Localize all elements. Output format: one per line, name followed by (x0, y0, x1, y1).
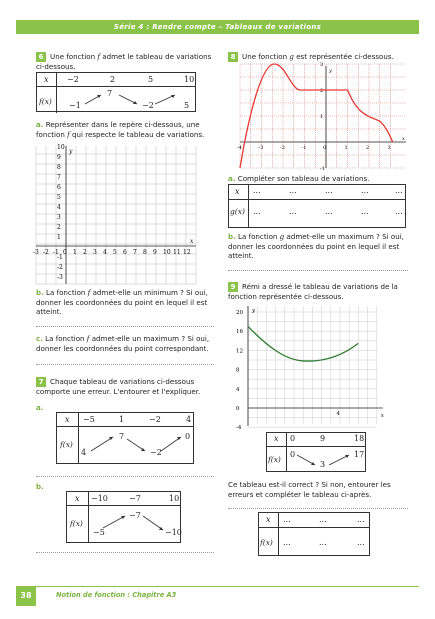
svg-text:-2: -2 (280, 145, 285, 151)
y-tick-label: 3 (57, 214, 61, 221)
ex8-question-b: b. La fonction g admet-elle un maximum ? Si oui, donner les coordonnées du point en lequel il est atteint. (228, 232, 404, 260)
svg-text:0: 0 (236, 406, 240, 412)
y-tick-label: 5 (57, 194, 61, 201)
svg-text:x: x (380, 413, 384, 419)
ex8-variation-table: x g(x) ... ... ... ... ... ... ... ... ... ... (228, 184, 406, 228)
y-tick-label: -3 (57, 274, 63, 281)
x-tick-label: 9 (153, 249, 157, 256)
svg-text:-1: -1 (320, 166, 325, 172)
ex6-variation-table: x f(x) −2 2 5 10 −1 7 −2 5 (36, 72, 196, 112)
ex8-graph (230, 64, 408, 170)
ex6-question-b: b. La fonction f admet-elle un minimum ? Si oui, donner les coordonnées du point en lequel il est atteint. (36, 288, 208, 316)
answer-line[interactable] (228, 270, 408, 271)
ex6-grid (33, 144, 196, 284)
x-tick-label: -1 (53, 249, 59, 256)
y-tick-label: -2 (57, 264, 63, 271)
svg-text:x: x (402, 136, 405, 142)
svg-text:8: 8 (236, 367, 240, 374)
answer-line[interactable] (36, 476, 214, 477)
ex7-number: 7 (36, 377, 46, 387)
svg-text:1: 1 (320, 114, 324, 120)
x-tick-label: 5 (113, 249, 117, 256)
x-tick-label: 3 (93, 249, 97, 256)
ex7-a-label: a. (36, 403, 44, 412)
svg-text:y: y (69, 148, 73, 155)
ex9-intro: 9 Rémi a dressé le tableau de variations de la fonction représentée ci-dessous. (228, 282, 398, 301)
x-tick-label: 12 (183, 249, 191, 256)
x-tick-label: 11 (173, 249, 181, 256)
svg-text:4: 4 (336, 411, 340, 417)
y-tick-label: 9 (57, 154, 61, 161)
ex8-question-a: a. Compléter son tableau de variations. (228, 174, 370, 183)
y-tick-label: 6 (57, 184, 61, 191)
y-tick-label: 1 (57, 234, 61, 241)
ex7-b-label: b. (36, 482, 44, 491)
y-tick-label: 2 (57, 224, 61, 231)
svg-text:-4: -4 (237, 145, 242, 151)
x-tick-label: 4 (103, 249, 107, 256)
x-tick-label: 6 (123, 249, 127, 256)
svg-text:16: 16 (236, 329, 243, 336)
y-tick-label: 7 (57, 174, 61, 181)
fx-label: f(x) (39, 97, 52, 106)
svg-text:0: 0 (323, 145, 327, 151)
answer-line[interactable] (36, 364, 214, 365)
x-tick-label: 8 (143, 249, 147, 256)
x-tick-label: 7 (133, 249, 137, 256)
svg-text:y: y (252, 308, 256, 314)
x-tick-label: 10 (163, 249, 171, 256)
svg-text:x: x (190, 238, 194, 245)
ex9-blank-table: x f(x) ... ... ... ... ... ... (258, 512, 370, 556)
y-tick-label: 10 (57, 144, 65, 151)
ex6-number: 6 (36, 52, 46, 62)
svg-text:-1: -1 (301, 145, 307, 151)
y-tick-label: 8 (57, 164, 61, 171)
x-tick-label: 1 (73, 249, 77, 256)
ex6-question-c: c. La fonction f admet-elle un maximum ? Si oui, donner les coordonnées du point correspondant. (36, 334, 210, 353)
ex6-arrows (37, 73, 197, 113)
x-label: x (44, 75, 49, 84)
ex7-table-b: x f(x) −10 −7 10 −5 −7 −10 (66, 491, 181, 543)
x-tick-label: -3 (33, 249, 39, 256)
svg-text:2: 2 (366, 145, 370, 151)
x-tick-label: 2 (83, 249, 87, 256)
page-number: 38 (16, 586, 36, 606)
ex7-intro: 7 Chaque tableau de variations ci-dessous comporte une erreur. L'entourer et l'expliquer. (36, 377, 201, 396)
svg-text:-4: -4 (236, 425, 242, 432)
y-tick-label: -1 (57, 254, 63, 261)
chapter-title: Notion de fonction : Chapitre A3 (56, 591, 177, 599)
svg-text:-3: -3 (258, 145, 264, 151)
x-tick-label: 0 (63, 249, 67, 256)
answer-line[interactable] (36, 326, 214, 327)
ex7-table-a: x f(x) −5 1 −2 4 4 7 −2 0 (56, 412, 194, 464)
svg-text:12: 12 (236, 348, 243, 355)
y-tick-label: 4 (57, 204, 61, 211)
x-tick-label: -2 (43, 249, 49, 256)
svg-text:20: 20 (236, 310, 243, 316)
svg-text:2: 2 (320, 88, 324, 94)
ex8-intro: 8 Une fonction g est représentée ci-dessous. (228, 52, 408, 62)
ex9-question: Ce tableau est-il correct ? Si non, entourer les erreurs et compléter le tableau ci-après. (228, 480, 391, 499)
ex8-number: 8 (228, 52, 238, 62)
ex9-variation-table: x f(x) 0 9 18 0 3 17 (266, 432, 366, 472)
ex6-question-a: a. Représenter dans le repère ci-dessous, une fonction f qui respecte le tableau de variations. (36, 120, 205, 139)
svg-text:1: 1 (344, 145, 348, 151)
series-header: Série 4 : Rendre compte – Tableaux de variations (16, 20, 419, 34)
svg-text:y: y (329, 68, 332, 74)
svg-text:4: 4 (236, 386, 240, 393)
ex9-graph (230, 304, 384, 432)
ex9-number: 9 (228, 282, 238, 292)
answer-line[interactable] (36, 552, 214, 553)
svg-text:3: 3 (320, 62, 324, 68)
answer-line[interactable] (228, 508, 408, 509)
svg-text:3: 3 (387, 145, 391, 151)
ex6-intro: 6 Une fonction f admet le tableau de variations ci-dessous. (36, 52, 212, 71)
